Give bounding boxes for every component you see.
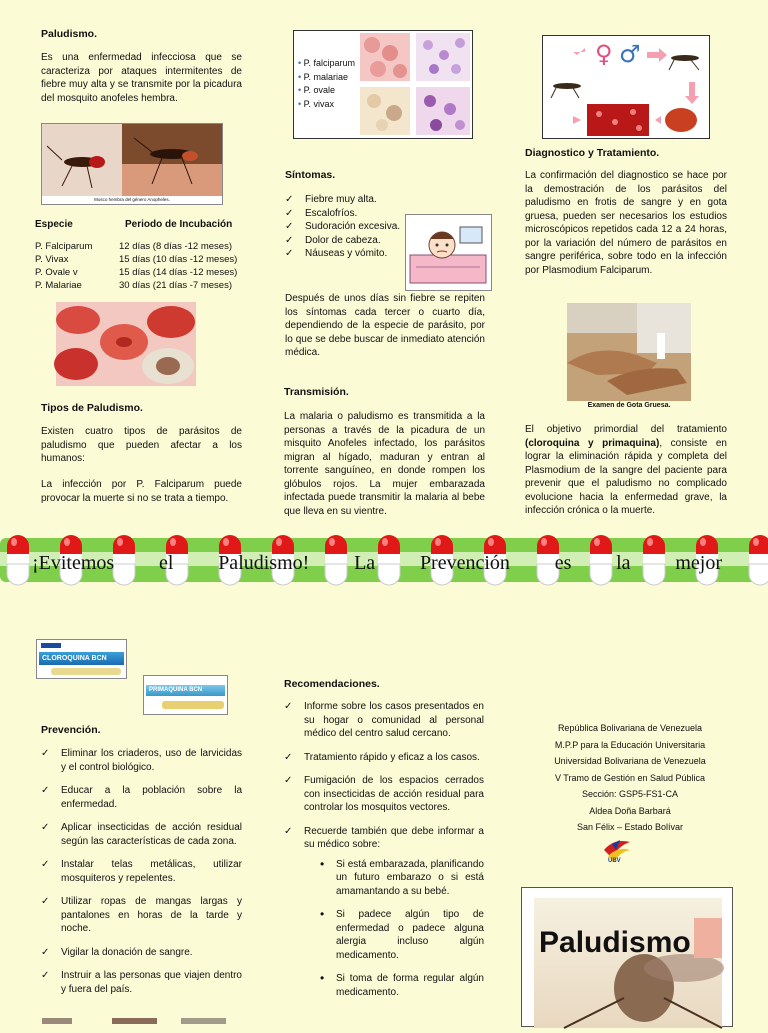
tratamiento-paragraph: El objetivo primordial del tratamiento (cloroquina y primaquina), consiste en lograr la eliminación rápida y completa del Plasmodium de la sangre del paciente para prevenir que el paludismo no complicado evolucione hacia la enfermedad grave, la infección crónica o la muerte. (525, 424, 727, 516)
svg-text:♀: ♀ (595, 40, 613, 68)
table-header-incubation: Periodo de Incubación (125, 219, 233, 230)
prevencion-item: ✓ Aplicar insecticidas de acción residual según las características de cada zona. (41, 821, 242, 848)
slogan-word: la (616, 552, 631, 574)
banner-slogan (32, 552, 722, 575)
species-item: • P. ovale (298, 85, 336, 95)
transmision-title: Transmisión. (284, 386, 349, 398)
diagnostico-paragraph: La confirmación del diagnostico se hace por la demostración de los parásitos del paludismo en frotis de sangre y en gota gruesa, pueden ser necesarios los estudios microscópicos repetidos cada 12 a 24 horas, por la variación del número de parásitos en sangre periférica, sobre todo en la infección por Plasmodium Falciparum. (525, 170, 727, 276)
diagnostico-title: Diagnostico y Tratamiento. (525, 147, 660, 159)
intro-text: Es una enfermedad infecciosa que se caracteriza por ataques intermitentes de fiebre muy alta y se transmite por la picadura del mosquito anofeles hembra. (41, 52, 242, 104)
blood-test-photo (567, 303, 691, 409)
slogan-word: el (158, 552, 174, 574)
thumbnail-image (181, 1018, 226, 1024)
sintoma-item: ✓ Fiebre muy alta. (285, 193, 425, 207)
table-cell: P. Vivax (35, 254, 69, 265)
table-row (35, 240, 241, 253)
pill-icon (749, 535, 768, 585)
primaquina-box-image (143, 675, 228, 715)
mosquito-photo (41, 123, 223, 205)
recomendacion-item: ✓ Fumigación de los espacios cerrados con insecticidas de acción residual para controlar los mosquitos vectores. (284, 774, 484, 815)
species-item: • P. malariae (298, 71, 349, 82)
table-cell: 12 días (8 días -12 meses) (119, 241, 232, 252)
pill-icon (7, 535, 29, 585)
sintoma-item: ✓ Náuseas y vómito. (285, 247, 425, 261)
tipos-paragraph-2: La infección por P. Falciparum puede provocar la muerte si no se trata a tiempo. (41, 479, 242, 504)
slogan-word: Paludismo! (218, 552, 310, 574)
species-item: • P. vivax (298, 98, 335, 109)
malaria-cycle-diagram (542, 35, 710, 139)
recomendaciones-list (284, 700, 484, 1009)
ubv-logo-text: UBV (608, 858, 621, 864)
transmision-paragraph: La malaria o paludismo es transmitida a la personas a través de la picadura de un misquito Anofeles infectado, los parásitos migran al hígado, maduran y entran al torrente sanguíneo, en donde rompen los glóbulos rojos. La mujer embarazada infectada puede transmitir la malaria al bebe que lleva en su vientre. (284, 411, 485, 517)
table-cell: 30 días (21 días -7 meses) (119, 280, 232, 291)
species-item: • P. falciparum (298, 58, 356, 68)
bullet-icon: • (298, 71, 304, 82)
sintomas-list (285, 193, 425, 261)
thumbnail-image (112, 1018, 157, 1024)
blood-test-caption: Examen de Gota Gruesa. (587, 402, 671, 409)
info-line: M.P.P para la Educación Universitaria (554, 739, 706, 750)
species-list (298, 57, 355, 111)
institution-info (520, 720, 740, 836)
ubv-logo (600, 836, 634, 868)
table-cell: P. Falciparum (35, 241, 93, 252)
prevencion-item: ✓ Educar a la población sobre la enfermedad. (41, 784, 242, 811)
recomendacion-subitem: • Si está embarazada, planificando un futuro embarazo o si está amamantando a su bebé. (320, 858, 484, 899)
cover-mosquito-image (534, 898, 722, 1028)
incubation-table (35, 240, 241, 292)
recomendacion-subitem: • Si padece algún tipo de enfermedad o padece alguna alergia incluso algún medicamento. (320, 908, 484, 962)
sintomas-paragraph: Después de unos días sin fiebre se repiten los síntomas cada tercer o cuarto día, dependiendo de la especie de parásito, por lo que se debe buscar de inmediato atención médica. (285, 293, 485, 358)
sintoma-item: ✓ Sudoración excesiva. (285, 220, 425, 234)
sintoma-item: ✓ Escalofríos. (285, 207, 425, 221)
recomendacion-item: ✓ Recuerde también que debe informar a su médico sobre: • Si está embarazada, planificando un futuro embarazo o si está amamantando a su bebé. • Si padece algún tipo de enfermedad o padece alguna alergia incluso algún medicamento. • Si toma de forma regular algún medicamento. (284, 825, 484, 1000)
thumbnail-image (42, 1018, 72, 1024)
info-line: Sección: GSP5-FS1-CA (581, 789, 679, 799)
species-slides-image (293, 30, 473, 139)
info-line: República Bolivariana de Venezuela (557, 723, 703, 733)
table-cell: P. Ovale v (35, 267, 78, 278)
mosquito-photo-caption: Mosco hembra del género Anopheles. (94, 197, 170, 202)
slogan-word: es (554, 552, 572, 574)
recomendacion-item: ✓ Tratamiento rápido y eficaz a los casos. (284, 751, 484, 765)
red-blood-cells-image (56, 302, 196, 386)
cloroquina-label: CLOROQUINA BCN (39, 652, 124, 665)
sick-child-cartoon (405, 214, 492, 291)
sintomas-title: Síntomas. (285, 169, 336, 181)
prevencion-item: ✓ Vigilar la donación de sangre. (41, 946, 242, 960)
info-line: San Félix – Estado Bolívar (576, 822, 684, 832)
tipos-paragraph-1: Existen cuatro tipos de parásitos de paludismo que pueden afectar a los humanos: (41, 426, 242, 464)
bullet-icon: • (298, 98, 304, 109)
prevencion-item: ✓ Instruir a las personas que viajen dentro y fuera del país. (41, 969, 242, 996)
prevencion-title: Prevención. (41, 724, 101, 736)
prevencion-item: ✓ Utilizar ropas de mangas largas y pantalones en horas de la tarde y noche. (41, 895, 242, 936)
slogan-word: La (354, 552, 376, 574)
prevencion-list (41, 747, 242, 1006)
slogan-word: Prevención (419, 552, 510, 574)
bullet-icon: • (298, 85, 304, 95)
recomendacion-item: ✓ Informe sobre los casos presentados en su hogar o comunidad al personal médico del centro salud cercano. (284, 700, 484, 741)
slogan-word: mejor (675, 552, 722, 574)
tipos-title: Tipos de Paludismo. (41, 402, 143, 414)
table-row (35, 266, 241, 279)
recomendaciones-title: Recomendaciones. (284, 678, 380, 690)
table-row (35, 279, 241, 292)
cover-title: Paludismo (539, 926, 691, 959)
cloroquina-box-image (36, 639, 127, 679)
sintoma-item: ✓ Dolor de cabeza. (285, 234, 425, 248)
info-line: Universidad Bolivariana de Venezuela (554, 756, 706, 766)
table-header-species: Especie (35, 219, 73, 230)
info-line: V Tramo de Gestión en Salud Pública (554, 772, 706, 783)
title-paludismo: Paludismo. (41, 28, 98, 40)
primaquina-label: PRIMAQUINA BCN (146, 685, 225, 696)
table-row (35, 253, 241, 266)
table-cell: 15 días (10 días -12 meses) (119, 254, 238, 265)
slogan-word: ¡Evitemos (32, 552, 115, 574)
info-line: Aldea Doña Barbará (589, 805, 671, 816)
recomendacion-sublist (304, 858, 484, 1000)
bullet-icon: • (298, 58, 304, 68)
svg-text:♂: ♂ (619, 40, 641, 68)
table-cell: 15 días (14 días -12 meses) (119, 267, 238, 278)
recomendacion-subitem: • Si toma de forma regular algún medicamento. (320, 972, 484, 999)
prevencion-item: ✓ Eliminar los criaderos, uso de larvicidas y el control biológico. (41, 747, 242, 774)
prevencion-item: ✓ Instalar telas metálicas, utilizar mosquiteros y repelentes. (41, 858, 242, 885)
table-cell: P. Malariae (35, 280, 82, 291)
